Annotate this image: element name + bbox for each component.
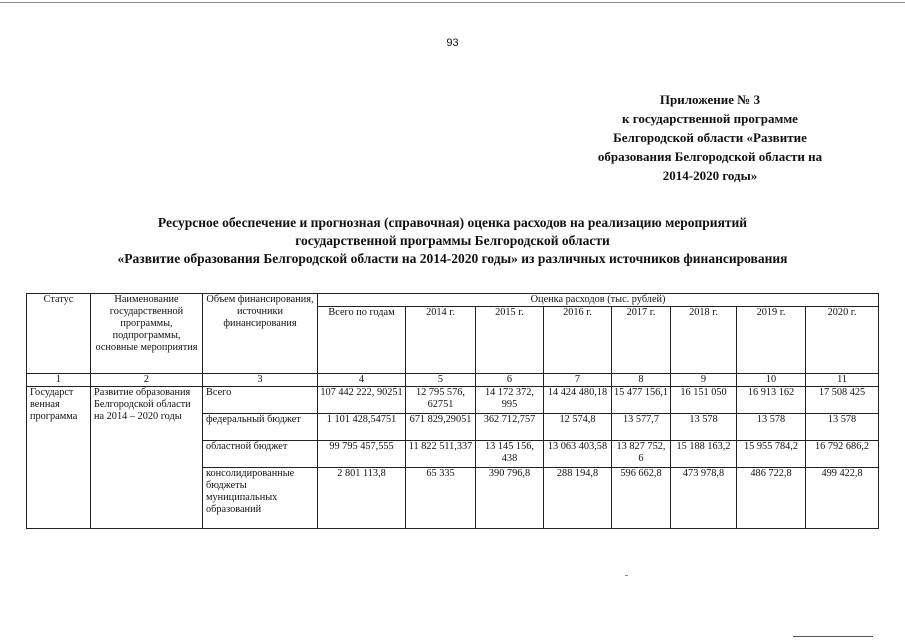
value-cell: 107 442 222, 90251 [318,387,406,414]
value-cell: 486 722,8 [737,468,806,529]
source-cell: областной бюджет [203,441,318,468]
document-title [20,214,885,268]
value-cell: 16 151 050 [671,387,737,414]
value-cell: 14 424 480,18 [544,387,612,414]
value-cell: 16 913 162 [737,387,806,414]
funding-table [26,293,879,529]
column-number-row [27,374,879,387]
value-cell: 65 335 [406,468,476,529]
value-cell: 13 578 [806,414,879,441]
table-row [27,387,879,414]
value-cell: 13 145 156, 438 [476,441,544,468]
value-cell: 15 188 163,2 [671,441,737,468]
header-name: Наименование государственной программы, подпрограммы, основные мероприятия [91,294,203,374]
title-line: «Развитие образования Белгородской области на 2014-2020 годы» из различных источников финансирования [117,251,788,266]
title-line: государственной программы Белгородской области [295,233,610,248]
value-cell: 1 101 428,54751 [318,414,406,441]
header-year-total: Всего по годам [318,307,406,374]
column-number: 6 [476,374,544,387]
appendix-line: 2014-2020 годы» [662,168,758,183]
program-name-cell: Развитие образования Белгородской области на 2014 – 2020 годы [91,387,203,529]
appendix-line: Белгородской области «Развитие [613,130,807,145]
value-cell: 14 172 372, 995 [476,387,544,414]
value-cell: 99 795 457,555 [318,441,406,468]
bottom-rule [793,636,873,637]
column-number: 11 [806,374,879,387]
source-cell: Всего [203,387,318,414]
title-line: Ресурсное обеспечение и прогнозная (справочная) оценка расходов на реализацию мероприятий [157,215,748,230]
column-number: 8 [612,374,671,387]
value-cell: 17 508 425 [806,387,879,414]
column-number: 3 [203,374,318,387]
header-year: 2014 г. [406,307,476,374]
column-number: 4 [318,374,406,387]
column-number: 7 [544,374,612,387]
column-number: 2 [91,374,203,387]
column-number: 10 [737,374,806,387]
header-year: 2016 г. [544,307,612,374]
header-estimate: Оценка расходов (тыс. рублей) [318,294,879,307]
source-cell: консолидированные бюджеты муниципальных образований [203,468,318,529]
appendix-block [560,90,860,185]
value-cell: 12 574,8 [544,414,612,441]
value-cell: 12 795 576, 62751 [406,387,476,414]
value-cell: 13 578 [671,414,737,441]
value-cell: 499 422,8 [806,468,879,529]
appendix-line: образования Белгородской области на [597,149,823,164]
value-cell: 15 955 784,2 [737,441,806,468]
appendix-line: к государственной программе [622,111,798,126]
header-year: 2015 г. [476,307,544,374]
value-cell: 11 822 511,337 [406,441,476,468]
header-year: 2019 г. [737,307,806,374]
value-cell: 13 063 403,58 [544,441,612,468]
value-cell: 16 792 686,2 [806,441,879,468]
appendix-line: Приложение № 3 [659,92,761,107]
column-number: 9 [671,374,737,387]
value-cell: 671 829,29051 [406,414,476,441]
value-cell: 13 577,7 [612,414,671,441]
header-row [27,294,879,307]
value-cell: 2 801 113,8 [318,468,406,529]
value-cell: 13 827 752, 6 [612,441,671,468]
value-cell: 362 712,757 [476,414,544,441]
value-cell: 13 578 [737,414,806,441]
value-cell: 596 662,8 [612,468,671,529]
status-cell: Государст венная программа [27,387,91,529]
value-cell: 473 978,8 [671,468,737,529]
column-number: 5 [406,374,476,387]
header-volume: Объем финансирования, источники финансирования [203,294,318,374]
value-cell: 288 194,8 [544,468,612,529]
value-cell: 15 477 156,1 [612,387,671,414]
source-cell: федеральный бюджет [203,414,318,441]
header-year: 2017 г. [612,307,671,374]
top-rule [0,2,905,3]
column-number: 1 [27,374,91,387]
header-year: 2018 г. [671,307,737,374]
header-year: 2020 г. [806,307,879,374]
page-number: 93 [446,37,459,49]
header-status: Статус [27,294,91,374]
scan-artifact [625,575,628,576]
value-cell: 390 796,8 [476,468,544,529]
